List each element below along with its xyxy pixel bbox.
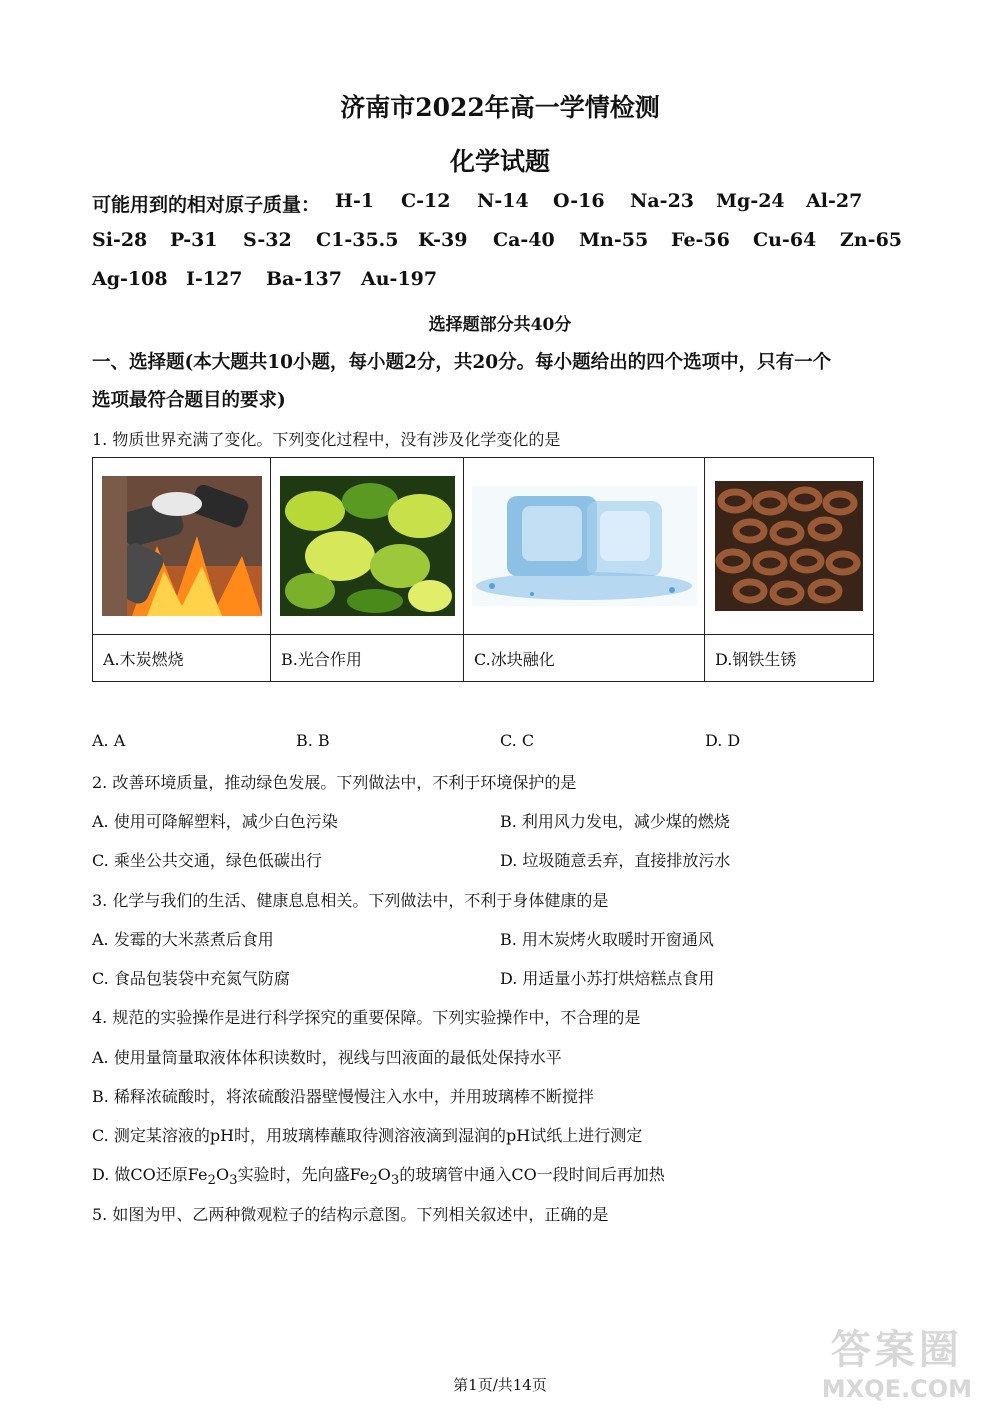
subscript: 3 — [390, 1173, 400, 1189]
subscript: 2 — [369, 1173, 378, 1189]
question-2-stem: 2. 改善环境质量，推动绿色发展。下列做法中，不利于环境保护的是 — [92, 773, 577, 792]
q4-option-d-text: O — [377, 1165, 391, 1184]
q3-option-d[interactable]: D. 用适量小苏打烘焙糕点食用 — [500, 969, 715, 988]
atomic-mass: I-127 — [186, 268, 243, 290]
exam-title: 济南市2022年高一学情检测 — [340, 93, 660, 122]
section-instructions: 一、选择题(本大题共10小题，每小题2分，共20分。每小题给出的四个选项中，只有一个 — [92, 352, 832, 373]
q2-option-c[interactable]: C. 乘坐公共交通，绿色低碳出行 — [92, 851, 322, 870]
q4-option-d-text: 实验时，先向盛Fe — [237, 1165, 370, 1184]
image-cell-leaves — [271, 458, 464, 635]
question-5-stem: 5. 如图为甲、乙两种微观粒子的结构示意图。下列相关叙述中，正确的是 — [92, 1205, 609, 1224]
atomic-mass: S-32 — [243, 229, 292, 251]
table-label-a: A.木炭燃烧 — [93, 635, 271, 682]
atomic-mass: K-39 — [418, 229, 468, 251]
atomic-mass: N-14 — [477, 190, 529, 212]
image-cell-rusty-chain — [705, 458, 874, 635]
question-4-stem: 4. 规范的实验操作是进行科学探究的重要保障。下列实验操作中，不合理的是 — [92, 1008, 641, 1027]
watermark-logo — [822, 1318, 972, 1403]
atomic-mass: Ag-108 — [92, 268, 168, 290]
atomic-mass: Ca-40 — [493, 229, 555, 251]
q4-option-a[interactable]: A. 使用量筒量取液体体积读数时，视线与凹液面的最低处保持水平 — [92, 1048, 562, 1067]
atomic-mass: Si-28 — [92, 229, 148, 251]
question-1-image-table — [92, 457, 874, 682]
q3-option-a[interactable]: A. 发霉的大米蒸煮后食用 — [92, 930, 274, 949]
atomic-mass: O-16 — [553, 190, 605, 212]
q2-option-b[interactable]: B. 利用风力发电，减少煤的燃烧 — [500, 812, 730, 831]
table-label-b: B.光合作用 — [271, 635, 464, 682]
rusty-chain-image — [715, 481, 863, 611]
atomic-mass: Na-23 — [630, 190, 695, 212]
atomic-mass: Ba-137 — [266, 268, 342, 290]
q2-option-a[interactable]: A. 使用可降解塑料，减少白色污染 — [92, 812, 338, 831]
q4-option-d-text: 的玻璃管中通入CO一段时间后再加热 — [399, 1165, 665, 1184]
atomic-mass-label: 可能用到的相对原子质量： — [92, 194, 321, 216]
q2-option-d[interactable]: D. 垃圾随意丢弃，直接排放污水 — [500, 851, 731, 870]
green-leaves-image — [280, 476, 455, 616]
table-label-d: D.钢铁生锈 — [705, 635, 874, 682]
table-label-c: C.冰块融化 — [464, 635, 705, 682]
atomic-mass: C-12 — [401, 190, 451, 212]
watermark-line1: 答案圈 — [830, 1327, 963, 1373]
atomic-mass: Fe-56 — [671, 229, 730, 251]
q4-option-b[interactable]: B. 稀释浓硫酸时，将浓硫酸沿器壁慢慢注入水中，并用玻璃棒不断搅拌 — [92, 1087, 594, 1106]
q1-option-b[interactable]: B. B — [296, 731, 330, 750]
q1-option-a[interactable]: A. A — [92, 731, 126, 750]
atomic-mass: Mg-24 — [716, 190, 785, 212]
image-cell-charcoal — [93, 458, 271, 635]
question-1-stem: 1. 物质世界充满了变化。下列变化过程中，没有涉及化学变化的是 — [92, 430, 561, 449]
atomic-mass: H-1 — [335, 190, 375, 212]
page-number: 第1页/共14页 — [453, 1376, 547, 1394]
q4-option-d[interactable] — [92, 1162, 665, 1188]
atomic-mass: Zn-65 — [840, 229, 903, 251]
q4-option-d-text: O — [215, 1165, 230, 1184]
atomic-mass: Mn-55 — [579, 229, 649, 251]
q3-option-c[interactable]: C. 食品包装袋中充氮气防腐 — [92, 969, 290, 988]
q1-option-c[interactable]: C. C — [500, 731, 535, 750]
burning-charcoal-image — [102, 476, 262, 616]
atomic-mass: P-31 — [170, 229, 218, 251]
atomic-mass: Al-27 — [806, 190, 863, 212]
atomic-mass: C1-35.5 — [316, 229, 399, 251]
atomic-mass: Au-197 — [361, 268, 438, 290]
q1-option-d[interactable]: D. D — [705, 731, 741, 750]
subscript: 2 — [207, 1173, 216, 1189]
question-3-stem: 3. 化学与我们的生活、健康息息相关。下列做法中，不利于身体健康的是 — [92, 891, 609, 910]
subscript: 3 — [229, 1173, 238, 1189]
q4-option-c[interactable]: C. 测定某溶液的pH时，用玻璃棒蘸取待测溶液滴到湿润的pH试纸上进行测定 — [92, 1126, 643, 1145]
section-instructions-cont: 选项最符合题目的要求) — [92, 390, 286, 411]
q3-option-b[interactable]: B. 用木炭烤火取暖时开窗通风 — [500, 930, 714, 949]
ice-cube-image — [472, 486, 697, 606]
watermark-line2: MXQE.COM — [821, 1375, 972, 1403]
q4-option-d-text: D. 做CO还原Fe — [92, 1165, 208, 1184]
image-cell-ice — [464, 458, 705, 635]
exam-subtitle: 化学试题 — [449, 147, 550, 176]
part-title: 选择题部分共40分 — [428, 315, 572, 335]
atomic-mass: Cu-64 — [753, 229, 817, 251]
